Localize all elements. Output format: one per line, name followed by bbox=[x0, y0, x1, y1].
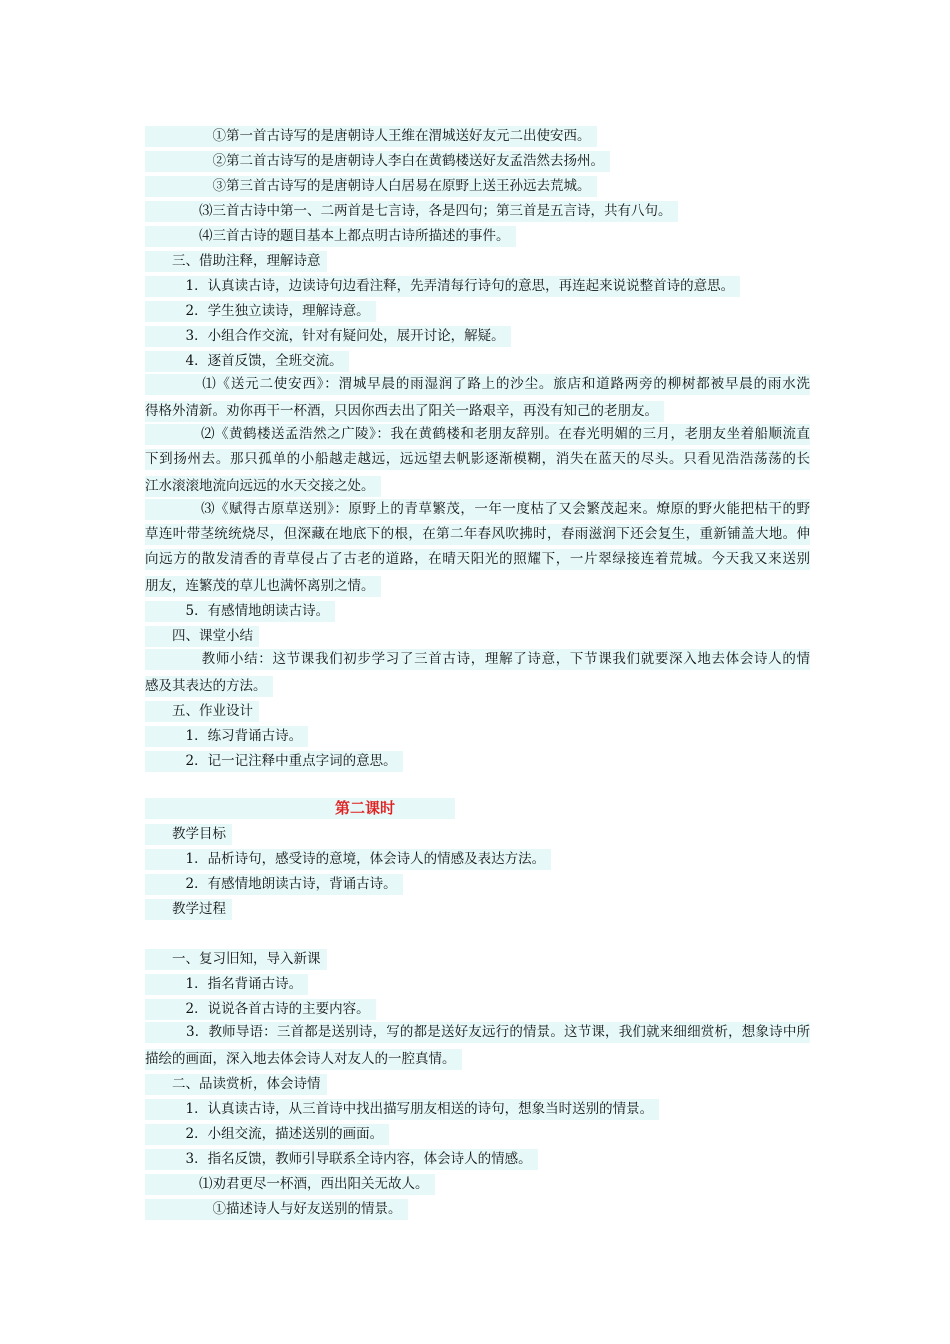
text-line: ⑵《黄鹤楼送孟浩然之广陵》：我在黄鹤楼和老朋友辞别。在春光明媚的三月，老朋友坐着船顺流直 bbox=[145, 424, 810, 449]
text-line: 朋友，连繁茂的草儿也满怀离别之情。 bbox=[145, 574, 381, 599]
section-heading: 一、复习旧知，导入新课 bbox=[145, 947, 327, 972]
text-line: 得格外清新。劝你再干一杯酒，只因你西去出了阳关一路艰辛，再没有知己的老朋友。 bbox=[145, 399, 664, 424]
text-line: 江水滚滚地流向远远的水天交接之处。 bbox=[145, 474, 381, 499]
text-line: 2．有感情地朗读古诗，背诵古诗。 bbox=[145, 872, 403, 897]
text-line: ②第二首古诗写的是唐朝诗人李白在黄鹤楼送好友孟浩然去扬州。 bbox=[145, 149, 610, 174]
text-line: 2．说说各首古诗的主要内容。 bbox=[145, 997, 376, 1022]
text-line: 3．小组合作交流，针对有疑问处，展开讨论，解疑。 bbox=[145, 324, 511, 349]
text-line: 向远方的散发清香的青草侵占了古老的道路，在晴天阳光的照耀下，一片翠绿接连着荒城。今天我又来送别 bbox=[145, 549, 810, 574]
text-line: 1．练习背诵古诗。 bbox=[145, 724, 308, 749]
text-line: 2．学生独立读诗，理解诗意。 bbox=[145, 299, 376, 324]
text-line: ⑴劝君更尽一杯酒，西出阳关无故人。 bbox=[145, 1172, 435, 1197]
section-heading: 三、借助注释，理解诗意 bbox=[145, 249, 327, 274]
text-line: 5．有感情地朗读古诗。 bbox=[145, 599, 335, 624]
text-line: ⑶三首古诗中第一、二两首是七言诗，各是四句；第三首是五言诗，共有八句。 bbox=[145, 199, 678, 224]
section-heading: 五、作业设计 bbox=[145, 699, 259, 724]
text-line: ①描述诗人与好友送别的情景。 bbox=[145, 1197, 408, 1222]
section-heading: 教学过程 bbox=[145, 897, 232, 922]
text-line: 2．记一记注释中重点字词的意思。 bbox=[145, 749, 403, 774]
text-line: 感及其表达的方法。 bbox=[145, 674, 273, 699]
text-line: ③第三首古诗写的是唐朝诗人白居易在原野上送王孙远去荒城。 bbox=[145, 174, 597, 199]
text-line: 1．指名背诵古诗。 bbox=[145, 972, 308, 997]
lesson-title: 第二课时 bbox=[145, 797, 810, 822]
text-line: ①第一首古诗写的是唐朝诗人王维在渭城送好友元二出使安西。 bbox=[145, 124, 597, 149]
text-line: 4．逐首反馈，全班交流。 bbox=[145, 349, 349, 374]
text-line: 1．认真读古诗，边读诗句边看注释，先弄清每行诗句的意思，再连起来说说整首诗的意思。 bbox=[145, 274, 740, 299]
text-line: ⑴《送元二使安西》：渭城早晨的雨湿润了路上的沙尘。旅店和道路两旁的柳树都被早晨的雨水洗 bbox=[145, 374, 810, 399]
text-line: 3．教师导语：三首都是送别诗，写的都是送好友远行的情景。这节课，我们就来细细赏析，想象诗中所 bbox=[145, 1022, 810, 1047]
text-line: 草连叶带茎统统烧尽，但深藏在地底下的根，在第二年春风吹拂时，春雨滋润下还会复生，重新铺盖大地。伸 bbox=[145, 524, 810, 549]
text-line: 教师小结：这节课我们初步学习了三首古诗，理解了诗意，下节课我们就要深入地去体会诗人的情 bbox=[145, 649, 810, 674]
text-line: 2．小组交流，描述送别的画面。 bbox=[145, 1122, 389, 1147]
text-line: 1．认真读古诗，从三首诗中找出描写朋友相送的诗句，想象当时送别的情景。 bbox=[145, 1097, 659, 1122]
text-line: 描绘的画面，深入地去体会诗人对友人的一腔真情。 bbox=[145, 1047, 462, 1072]
text-line: 3．指名反馈，教师引导联系全诗内容，体会诗人的情感。 bbox=[145, 1147, 538, 1172]
section-heading: 二、品读赏析，体会诗情 bbox=[145, 1072, 327, 1097]
text-line: 1．品析诗句，感受诗的意境，体会诗人的情感及表达方法。 bbox=[145, 847, 551, 872]
text-line: 下到扬州去。那只孤单的小船越走越远，远远望去帆影逐渐模糊，消失在蓝天的尽头。只看见浩浩荡荡的长 bbox=[145, 449, 810, 474]
section-heading: 教学目标 bbox=[145, 822, 232, 847]
text-line: ⑶《赋得古原草送别》：原野上的青草繁茂，一年一度枯了又会繁茂起来。燎原的野火能把枯干的野 bbox=[145, 499, 810, 524]
section-heading: 四、课堂小结 bbox=[145, 624, 259, 649]
text-line: ⑷三首古诗的题目基本上都点明古诗所描述的事件。 bbox=[145, 224, 516, 249]
